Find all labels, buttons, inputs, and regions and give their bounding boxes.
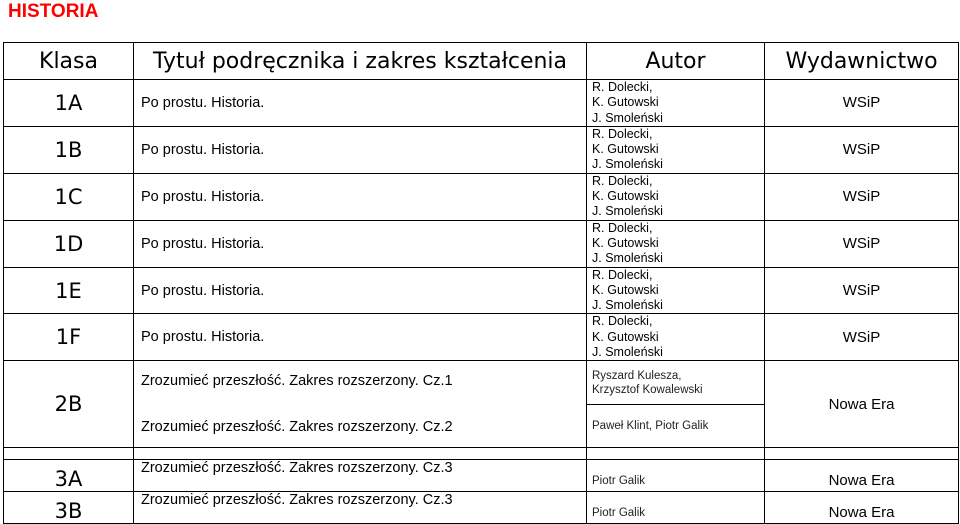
table-row	[4, 314, 959, 361]
title-cell	[134, 361, 587, 448]
publisher-cell: Nowa Era	[765, 361, 959, 448]
author-cell	[587, 361, 765, 448]
author-cell: Piotr Galik	[587, 460, 765, 492]
title-cell: Zrozumieć przeszłość. Zakres rozszerzony. Cz.3	[134, 460, 587, 492]
author-line: R. Dolecki,	[592, 220, 653, 235]
author-cell	[587, 267, 765, 314]
author-part-1	[587, 361, 764, 404]
author-cell	[587, 220, 765, 267]
author-line: Krzysztof Kowalewski	[592, 383, 703, 396]
author-line: J. Smoleński	[592, 298, 663, 313]
title-cell: Po prostu. Historia.	[134, 220, 587, 267]
author-line: R. Dolecki,	[592, 80, 653, 94]
author-line: R. Dolecki,	[592, 126, 653, 141]
spacer-cell	[587, 448, 765, 460]
spacer-row	[4, 448, 959, 460]
table-row	[4, 361, 959, 448]
klasa-cell: 1F	[4, 314, 134, 361]
klasa-cell: 1C	[4, 173, 134, 220]
spacer-cell	[765, 448, 959, 460]
table-row	[4, 220, 959, 267]
title-cell: Po prostu. Historia.	[134, 126, 587, 173]
publisher-cell: WSiP	[765, 220, 959, 267]
table-row	[4, 126, 959, 173]
author-line: J. Smoleński	[592, 110, 663, 125]
title-part-2: Zrozumieć przeszłość. Zakres rozszerzony. Cz.2	[141, 419, 453, 436]
author-line: K. Gutowski	[592, 142, 659, 157]
klasa-cell: 3B	[4, 492, 134, 524]
author-cell	[587, 80, 765, 127]
author-line: Ryszard Kulesza,	[592, 369, 682, 382]
author-line: R. Dolecki,	[592, 314, 653, 329]
table-row	[4, 173, 959, 220]
header-klasa: Klasa	[4, 43, 134, 80]
header-autor: Autor	[587, 43, 765, 80]
author-cell	[587, 314, 765, 361]
publisher-cell: Nowa Era	[765, 492, 959, 524]
publisher-cell: WSiP	[765, 80, 959, 127]
publisher-cell: WSiP	[765, 314, 959, 361]
author-line: K. Gutowski	[592, 95, 659, 110]
title-cell: Po prostu. Historia.	[134, 80, 587, 127]
klasa-cell: 2B	[4, 361, 134, 448]
author-line: J. Smoleński	[592, 251, 663, 266]
klasa-cell: 1E	[4, 267, 134, 314]
header-row	[4, 43, 959, 80]
author-line: K. Gutowski	[592, 329, 659, 344]
spacer-cell	[4, 448, 134, 460]
spacer-cell	[134, 448, 587, 460]
table-row	[4, 492, 959, 524]
title-cell: Po prostu. Historia.	[134, 314, 587, 361]
klasa-cell: 1A	[4, 80, 134, 127]
publisher-cell: WSiP	[765, 126, 959, 173]
author-line: J. Smoleński	[592, 204, 663, 219]
table-row	[4, 267, 959, 314]
klasa-cell: 1D	[4, 220, 134, 267]
author-part-2: Paweł Klint, Piotr Galik	[587, 404, 764, 448]
title-part-1: Zrozumieć przeszłość. Zakres rozszerzony. Cz.1	[141, 373, 453, 390]
author-cell	[587, 173, 765, 220]
header-wydawnictwo: Wydawnictwo	[765, 43, 959, 80]
klasa-cell: 3A	[4, 460, 134, 492]
title-cell: Zrozumieć przeszłość. Zakres rozszerzony. Cz.3	[134, 492, 587, 524]
title-cell: Po prostu. Historia.	[134, 267, 587, 314]
table-row	[4, 460, 959, 492]
table-row	[4, 80, 959, 127]
textbook-table	[3, 42, 959, 524]
header-tytul: Tytuł podręcznika i zakres kształcenia	[134, 43, 587, 80]
author-line: K. Gutowski	[592, 282, 659, 297]
author-cell	[587, 126, 765, 173]
author-line: R. Dolecki,	[592, 173, 653, 188]
publisher-cell: Nowa Era	[765, 460, 959, 492]
author-line: K. Gutowski	[592, 189, 659, 204]
author-line: R. Dolecki,	[592, 267, 653, 282]
publisher-cell: WSiP	[765, 267, 959, 314]
author-line: K. Gutowski	[592, 235, 659, 250]
klasa-cell: 1B	[4, 126, 134, 173]
author-line: J. Smoleński	[592, 157, 663, 172]
author-line: J. Smoleński	[592, 345, 663, 360]
author-cell: Piotr Galik	[587, 492, 765, 524]
publisher-cell: WSiP	[765, 173, 959, 220]
section-heading: HISTORIA	[8, 1, 99, 22]
title-cell: Po prostu. Historia.	[134, 173, 587, 220]
